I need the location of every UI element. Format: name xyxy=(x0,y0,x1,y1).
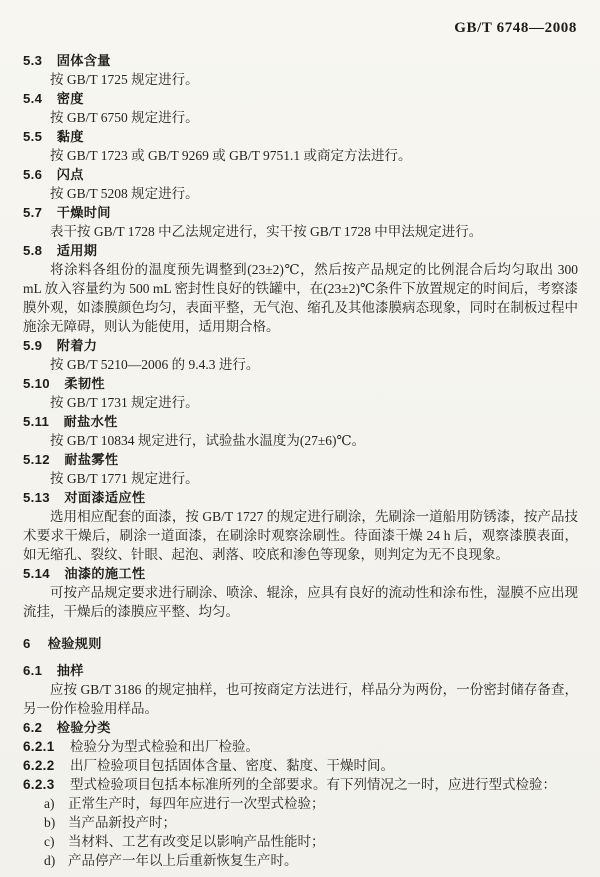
clause-title: 固体含量 xyxy=(56,53,111,68)
clause-number: 6.2.3 xyxy=(23,777,55,792)
list-item-text: 当材料、工艺有改变足以影响产品性能时； xyxy=(68,834,325,849)
standard-number-header: GB/T 6748—2008 xyxy=(454,20,577,36)
clause-number: 5.5 xyxy=(23,129,43,144)
clause-heading-5.11 xyxy=(23,412,578,431)
paragraph: 按 GB/T 1725 规定进行。 xyxy=(50,72,199,87)
clause-title: 抽样 xyxy=(56,663,84,678)
clause-number: 5.8 xyxy=(23,243,43,258)
list-marker: b) xyxy=(44,815,56,830)
clause-number: 6 xyxy=(23,636,31,651)
clause-number: 6.2.1 xyxy=(23,739,55,754)
clause-heading-5.8 xyxy=(23,241,578,260)
clause-heading-5.14 xyxy=(23,564,578,583)
list-item-c xyxy=(23,832,578,851)
paragraph: 应按 GB/T 3186 的规定抽样，也可按商定方法进行，样品分为两份，一份密封储存备查，另一份作检验用样品。 xyxy=(23,682,578,716)
clause-title: 柔韧性 xyxy=(64,376,105,391)
chapter-heading-6 xyxy=(23,634,578,653)
numbered-clause-6.2.3 xyxy=(23,775,578,794)
clause-heading-6.2 xyxy=(23,718,578,737)
clause-title: 耐盐水性 xyxy=(63,414,118,429)
clause-title: 耐盐雾性 xyxy=(64,452,119,467)
clause-heading-5.6 xyxy=(23,165,578,184)
list-item-text: 当产品新投产时； xyxy=(68,815,176,830)
clause-title: 密度 xyxy=(56,91,84,106)
clause-number: 6.2.2 xyxy=(23,758,55,773)
paragraph: 按 GB/T 5210—2006 的 9.4.3 进行。 xyxy=(50,357,260,372)
clause-number: 5.11 xyxy=(23,414,50,429)
numbered-clause-6.2.2 xyxy=(23,756,578,775)
clause-heading-6.1 xyxy=(23,661,578,680)
clause-title: 黏度 xyxy=(56,129,84,144)
clause-heading-5.12 xyxy=(23,450,578,469)
list-item-a xyxy=(23,794,578,813)
clause-heading-5.9 xyxy=(23,336,578,355)
clause-title: 检验规则 xyxy=(47,636,102,651)
list-item-b xyxy=(23,813,578,832)
clause-number: 5.10 xyxy=(23,376,50,391)
paragraph: 表干按 GB/T 1728 中乙法规定进行，实干按 GB/T 1728 中甲法规定进行。 xyxy=(50,224,483,239)
list-item-text: 正常生产时，每四年应进行一次型式检验； xyxy=(68,796,325,811)
clause-number: 5.9 xyxy=(23,338,43,353)
numbered-clause-6.2.1 xyxy=(23,737,578,756)
clause-title: 闪点 xyxy=(56,167,84,182)
paragraph: 选用相应配套的面漆，按 GB/T 1727 的规定进行刷涂，先刷涂一道船用防锈漆，按产品技术要求干燥后，刷涂一道面漆，在刷涂时观察涂刷性。待面漆干燥 24 h 后，观察漆膜表面，如无缩孔、裂纹、针眼、起泡、剥落、咬底和渗色等现象，则判定为无不良现象。 xyxy=(23,509,578,562)
clause-number: 5.6 xyxy=(23,167,43,182)
clause-text: 检验分为型式检验和出厂检验。 xyxy=(70,739,260,754)
clause-heading-5.13 xyxy=(23,488,578,507)
clause-heading-5.5 xyxy=(23,127,578,146)
paragraph: 按 GB/T 1723 或 GB/T 9269 或 GB/T 9751.1 或商定方法进行。 xyxy=(50,148,412,163)
clause-heading-5.4 xyxy=(23,89,578,108)
paragraph: 按 GB/T 10834 规定进行，试验盐水温度为(27±6)℃。 xyxy=(50,433,366,448)
clause-title: 适用期 xyxy=(56,243,98,258)
paragraph: 按 GB/T 1731 规定进行。 xyxy=(50,395,199,410)
clause-title: 对面漆适应性 xyxy=(64,490,146,505)
clause-number: 5.12 xyxy=(23,452,50,467)
paragraph: 按 GB/T 1771 规定进行。 xyxy=(50,471,199,486)
paragraph: 将涂料各组份的温度预先调整到(23±2)℃，然后按产品规定的比例混合后均匀取出 300 mL 放入容量约为 500 mL 密封性良好的铁罐中，在(23±2)℃条件下放置规定的时间后，考察漆膜外观，如漆膜颜色均匀，表面平整，无气泡、缩孔及其他漆膜病态现象，同时在制板过程中施涂无障碍，则认为能使用，适用期合格。 xyxy=(23,262,578,334)
clause-title: 油漆的施工性 xyxy=(64,566,146,581)
list-marker: a) xyxy=(44,796,55,811)
clause-text: 出厂检验项目包括固体含量、密度、黏度、干燥时间。 xyxy=(70,758,395,773)
clause-title: 干燥时间 xyxy=(56,205,111,220)
paragraph: 按 GB/T 6750 规定进行。 xyxy=(50,110,199,125)
clause-title: 检验分类 xyxy=(56,720,111,735)
clause-number: 5.4 xyxy=(23,91,43,106)
list-item-d xyxy=(23,851,578,870)
clause-number: 5.3 xyxy=(23,53,43,68)
clause-number: 6.2 xyxy=(23,720,43,735)
paragraph: 可按产品规定要求进行刷涂、喷涂、辊涂，应具有良好的流动性和涂布性，湿膜不应出现流挂，干燥后的漆膜应平整、均匀。 xyxy=(23,585,578,619)
paragraph: 按 GB/T 5208 规定进行。 xyxy=(50,186,199,201)
list-marker: d) xyxy=(44,853,56,868)
clause-number: 5.7 xyxy=(23,205,43,220)
list-item-text: 产品停产一年以上后重新恢复生产时。 xyxy=(68,853,298,868)
clause-number: 5.14 xyxy=(23,566,50,581)
clause-title: 附着力 xyxy=(56,338,98,353)
clause-heading-5.7 xyxy=(23,203,578,222)
clause-heading-5.10 xyxy=(23,374,578,393)
clause-heading-5.3 xyxy=(23,51,578,70)
clause-text: 型式检验项目包括本标准所列的全部要求。有下列情况之一时，应进行型式检验： xyxy=(70,777,557,792)
clause-number: 5.13 xyxy=(23,490,50,505)
document-body xyxy=(23,51,578,870)
clause-number: 6.1 xyxy=(23,663,43,678)
list-marker: c) xyxy=(44,834,55,849)
